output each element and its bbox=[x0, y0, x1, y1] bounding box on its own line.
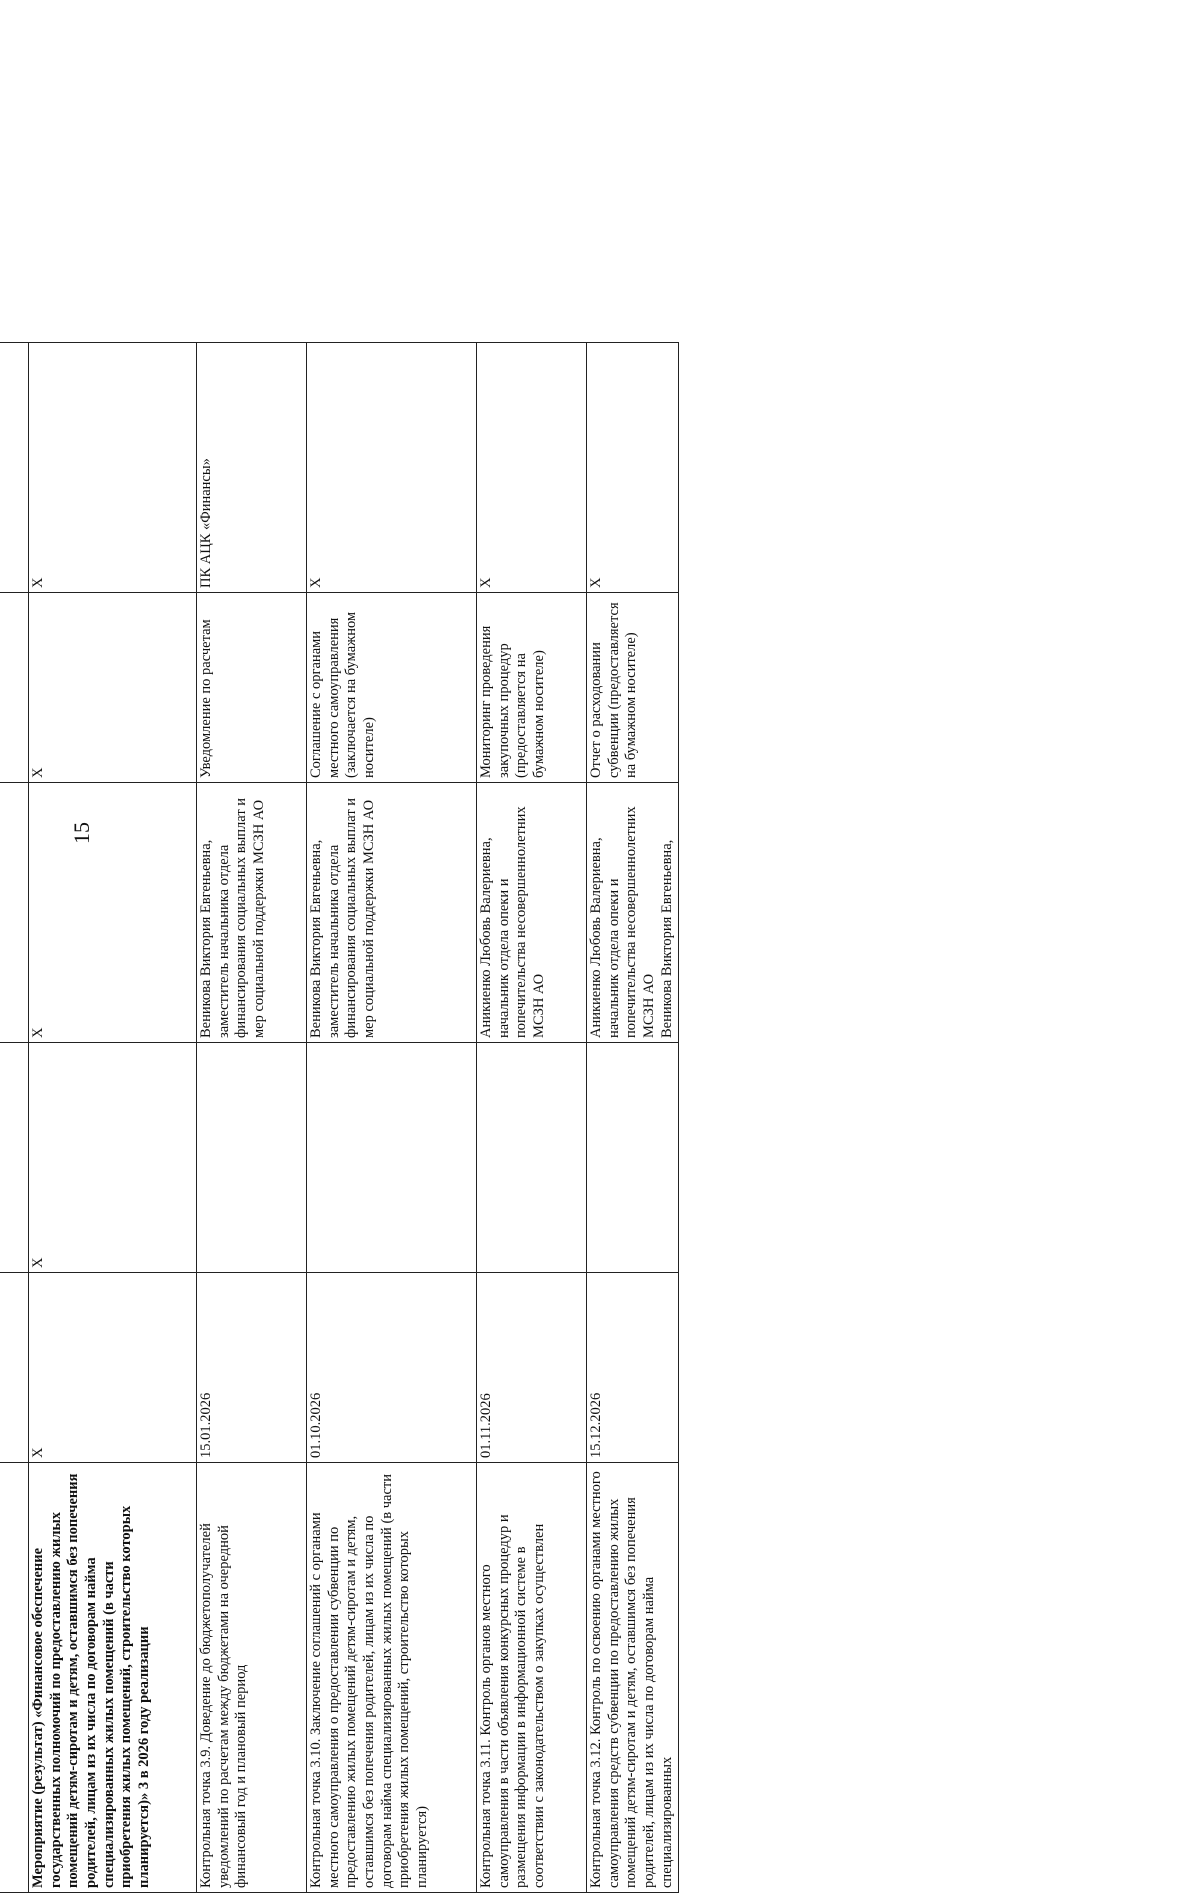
table-row bbox=[0, 343, 29, 1893]
activity-cell: Мероприятие (результат) «Финансовое обеспечение государственных полномочий по предоставлению жилых помещений детям-сиротам и детям, оставшимся без попечения родителей, лицам из их числа по договорам найма специализированных жилых помещений (в части приобретения жилых помещений, строительство которых планируется)» 3 в 2026 году реализации bbox=[29, 1463, 197, 1893]
date-cell bbox=[0, 1273, 29, 1463]
date-cell: 01.11.2026 bbox=[477, 1273, 587, 1463]
table-row bbox=[197, 343, 307, 1893]
table-row bbox=[307, 343, 477, 1893]
document-cell bbox=[0, 593, 29, 783]
activity-cell: Контрольная точка 3.11. Контроль органов местного самоуправления в части объявления конкурсных процедур и размещения информации в информационной системе в соответствии с законодательством о закупках осуществлен bbox=[477, 1463, 587, 1893]
responsible-cell: Веникова Виктория Евгеньевна, заместитель начальника отдела финансирования социальных выплат и мер социальной поддержки МСЗН АО bbox=[197, 783, 307, 1043]
document-cell: Отчет о расходовании субвенции (предоставляется на бумажном носителе) bbox=[587, 593, 679, 783]
empty-cell bbox=[197, 1043, 307, 1273]
system-cell bbox=[0, 343, 29, 593]
table-row bbox=[477, 343, 587, 1893]
date-cell: 15.01.2026 bbox=[197, 1273, 307, 1463]
empty-cell bbox=[0, 1043, 29, 1273]
document-cell: Соглашение с органами местного самоуправления (заключается на бумажном носителе) bbox=[307, 593, 477, 783]
responsible-cell: X bbox=[29, 783, 197, 1043]
date-cell: 01.10.2026 bbox=[307, 1273, 477, 1463]
document-cell: X bbox=[29, 593, 197, 783]
empty-cell bbox=[477, 1043, 587, 1273]
empty-cell bbox=[307, 1043, 477, 1273]
document-cell: Мониторинг проведения закупочных процедур (предоставляется на бумажном носителе) bbox=[477, 593, 587, 783]
activity-cell bbox=[0, 1463, 29, 1893]
system-cell: X bbox=[587, 343, 679, 593]
empty-cell bbox=[587, 1043, 679, 1273]
plan-table bbox=[0, 342, 679, 1893]
system-cell: X bbox=[477, 343, 587, 593]
responsible-cell: Аникиенко Любовь Валериевна, начальник отдела опеки и попечительства несовершеннолетних МСЗН АО Веникова Виктория Евгеньевна, bbox=[587, 783, 679, 1043]
activity-cell: Контрольная точка 3.9. Доведение до бюджетополучателей уведомлений по расчетам между бюджетами на очередной финансовый год и плановый период bbox=[197, 1463, 307, 1893]
responsible-cell: Веникова Виктория Евгеньевна, заместитель начальника отдела финансирования социальных выплат и мер социальной поддержки МСЗН АО bbox=[307, 783, 477, 1043]
table-row bbox=[29, 343, 197, 1893]
responsible-cell: Аникиенко Любовь Валериевна, начальник отдела опеки и попечительства несовершеннолетних МСЗН АО bbox=[477, 783, 587, 1043]
system-cell: ПК АЦК «Финансы» bbox=[197, 343, 307, 593]
empty-cell: X bbox=[29, 1043, 197, 1273]
date-cell: 15.12.2026 bbox=[587, 1273, 679, 1463]
date-cell: X bbox=[29, 1273, 197, 1463]
table-row bbox=[587, 343, 679, 1893]
system-cell: X bbox=[29, 343, 197, 593]
activity-cell: Контрольная точка 3.12. Контроль по освоению органами местного самоуправления средств субвенции по предоставлению жилых помещений детям-сиротам и детям, оставшимся без попечения родителей, лицам из их числа по договорам найма специализированных bbox=[587, 1463, 679, 1893]
document-cell: Уведомление по расчетам bbox=[197, 593, 307, 783]
page-number: 15 bbox=[69, 822, 94, 844]
system-cell: X bbox=[307, 343, 477, 593]
responsible-cell bbox=[0, 783, 29, 1043]
activity-cell: Контрольная точка 3.10. Заключение соглашений с органами местного самоуправления о предоставлении субвенции по предоставлению жилых помещений детям-сиротам и детям, оставшимся без попечения родителей, лицам из их числа по договорам найма специализированных жилых помещений (в части приобретения жилых помещений, строительство которых планируется) bbox=[307, 1463, 477, 1893]
